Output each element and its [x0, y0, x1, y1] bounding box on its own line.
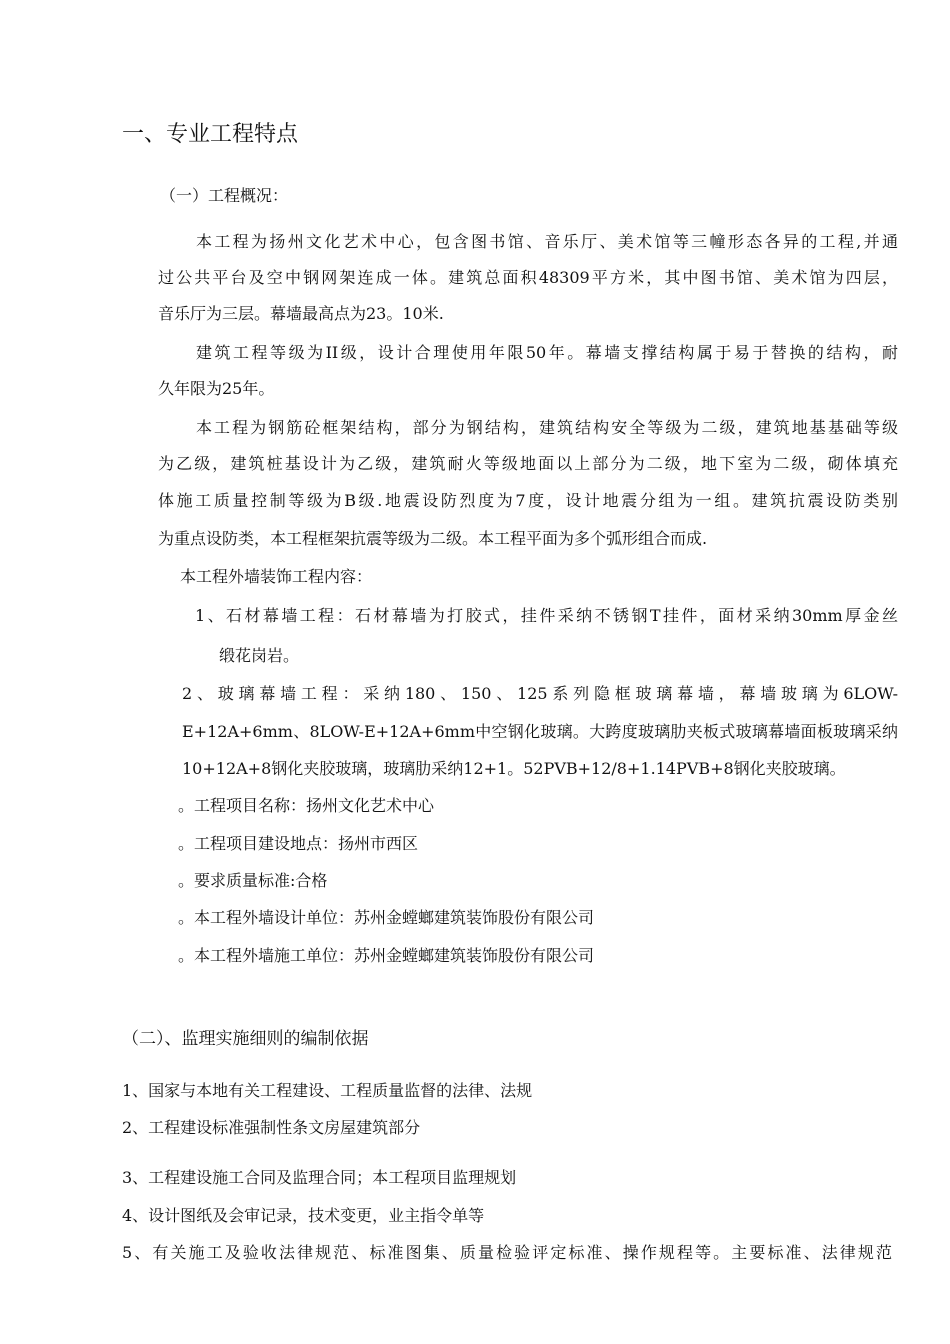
main-heading: 一、专业工程特点	[122, 122, 299, 147]
section1-title: （一）工程概况：	[160, 186, 289, 205]
section2-title: （二）、监理实施细则的编制依据	[122, 1029, 369, 1049]
item2-line-2: E+12A+6mm、8LOW-E+12A+6mm中空钢化玻璃。大跨度玻璃肋夹板式玻璃幕墙面板玻璃采纳	[182, 722, 898, 741]
basis-item-2: 2、工程建设标准强制性条文房屋建筑部分	[122, 1118, 421, 1137]
bullet-project-location: 。工程项目建设地点：扬州市西区	[178, 834, 419, 853]
p2-line-1: 建筑工程等级为II级，设计合理使用年限50年。幕墙支撑结构属于易于替换的结构，耐	[196, 343, 898, 362]
item1-line-1: 1、石材幕墙工程：石材幕墙为打胶式，挂件采纳不锈钢T挂件，面材采纳30mm厚金丝	[195, 606, 898, 625]
basis-item-1: 1、国家与本地有关工程建设、工程质量监督的法律、法规	[122, 1081, 533, 1100]
basis-item-5: 5、有关施工及验收法律规范、标准图集、质量检验评定标准、操作规程等。主要标准、法律规范	[122, 1243, 892, 1262]
item2-line-3: 10+12A+8钢化夹胶玻璃，玻璃肋采纳12+1。52PVB+12/8+1.14PVB+8钢化夹胶玻璃。	[182, 759, 846, 778]
p3-line-2: 为乙级，建筑桩基设计为乙级，建筑耐火等级地面以上部分为二级，地下室为二级，砌体填充	[158, 454, 898, 473]
bullet-design-unit: 。本工程外墙设计单位：苏州金螳螂建筑装饰股份有限公司	[178, 908, 595, 927]
p1-line-1: 本工程为扬州文化艺术中心，包含图书馆、音乐厅、美术馆等三幢形态各异的工程,并通	[196, 232, 898, 251]
item1-line-2: 缎花岗岩。	[219, 646, 300, 665]
bullet-quality-standard: 。要求质量标准:合格	[178, 871, 328, 890]
bullet-construction-unit: 。本工程外墙施工单位：苏州金螳螂建筑装饰股份有限公司	[178, 946, 595, 965]
p1-line-3: 音乐厅为三层。幕墙最高点为23。10米.	[158, 304, 444, 323]
item2-line-1: 2、玻璃幕墙工程：采纳180、150、125系列隐框玻璃幕墙，幕墙玻璃为6LOW-	[182, 684, 898, 703]
p3-line-1: 本工程为钢筋砼框架结构，部分为钢结构，建筑结构安全等级为二级，建筑地基基础等级	[196, 418, 898, 437]
bullet-project-name: 。工程项目名称：扬州文化艺术中心	[178, 796, 435, 815]
p1-line-2: 过公共平台及空中钢网架连成一体。建筑总面积48309平方米，其中图书馆、美术馆为四层，	[158, 268, 898, 287]
p4-line: 本工程外墙装饰工程内容：	[180, 567, 373, 586]
basis-item-3: 3、工程建设施工合同及监理合同；本工程项目监理规划	[122, 1168, 517, 1187]
basis-item-4: 4、设计图纸及会审记录，技术变更，业主指令单等	[122, 1206, 485, 1225]
p2-line-2: 久年限为25年。	[158, 379, 275, 398]
p3-line-4: 为重点设防类，本工程框架抗震等级为二级。本工程平面为多个弧形组合而成.	[158, 529, 708, 548]
p3-line-3: 体施工质量控制等级为B级.地震设防烈度为7度，设计地震分组为一组。建筑抗震设防类别	[158, 491, 898, 510]
